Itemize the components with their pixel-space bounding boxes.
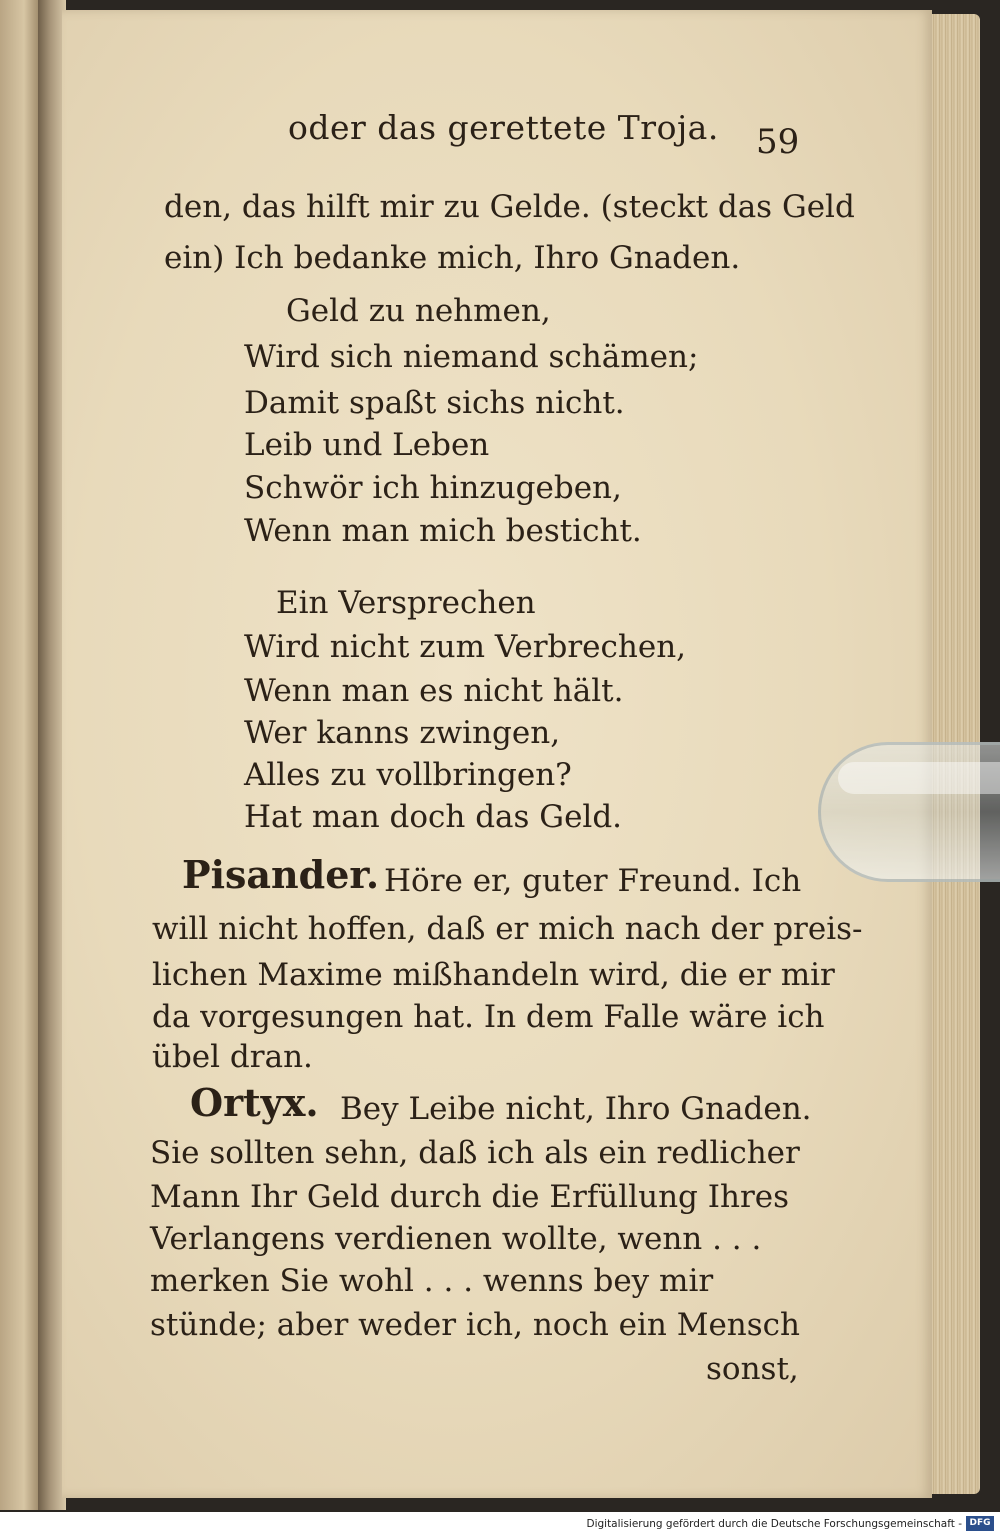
text-line: Sie sollten sehn, daß ich als ein redlicher — [150, 1135, 800, 1171]
digitization-credit: Digitalisierung gefördert durch die Deutsche Forschungsgemeinschaft - — [586, 1518, 962, 1530]
text-line: lichen Maxime mißhandeln wird, die er mir — [152, 957, 835, 993]
verse-line: Wer kanns zwingen, — [244, 715, 561, 751]
page-number: 59 — [756, 122, 800, 162]
verse-line: Wird sich niemand schämen; — [244, 339, 699, 375]
running-head: oder das gerettete Troja. — [288, 108, 719, 147]
speaker-name: Pisander. — [182, 852, 380, 897]
glass-highlight — [838, 762, 1000, 794]
speech-first-line: Bey Leibe nicht, Ihro Gnaden. — [340, 1091, 812, 1127]
verse-line: Geld zu nehmen, — [286, 293, 551, 329]
verse-line: Wird nicht zum Verbrechen, — [244, 629, 687, 665]
verse-line: Schwör ich hinzugeben, — [244, 470, 622, 506]
text-line: übel dran. — [152, 1039, 313, 1075]
text-line: Verlangens verdienen wollte, wenn . . . — [150, 1221, 762, 1257]
left-page-edge — [0, 0, 40, 1510]
verse-line: Wenn man es nicht hält. — [244, 673, 624, 709]
text-line: merken Sie wohl . . . wenns bey mir — [150, 1263, 714, 1299]
catchword: sonst, — [706, 1351, 799, 1387]
text-line: stünde; aber weder ich, noch ein Mensch — [150, 1307, 801, 1343]
verse-line: Alles zu vollbringen? — [244, 757, 572, 793]
verse-line: Damit spaßt sichs nicht. — [244, 385, 625, 421]
speech-first-line: Höre er, guter Freund. Ich — [384, 863, 802, 899]
dfg-logo: DFG — [966, 1516, 994, 1531]
verse-line: Wenn man mich besticht. — [244, 513, 642, 549]
text-line: will nicht hoffen, daß er mich nach der preis- — [152, 911, 863, 947]
verse-line: Leib und Leben — [244, 427, 490, 463]
text-line: den, das hilft mir zu Gelde. (steckt das Geld — [164, 189, 855, 225]
verse-line: Hat man doch das Geld. — [244, 799, 623, 835]
text-line: ein) Ich bedanke mich, Ihro Gnaden. — [164, 240, 741, 276]
verse-line: Ein Versprechen — [276, 585, 536, 621]
text-line: da vorgesungen hat. In dem Falle wäre ich — [152, 999, 825, 1035]
speaker-name: Ortyx. — [190, 1080, 319, 1125]
text-line: Mann Ihr Geld durch die Erfüllung Ihres — [150, 1179, 790, 1215]
